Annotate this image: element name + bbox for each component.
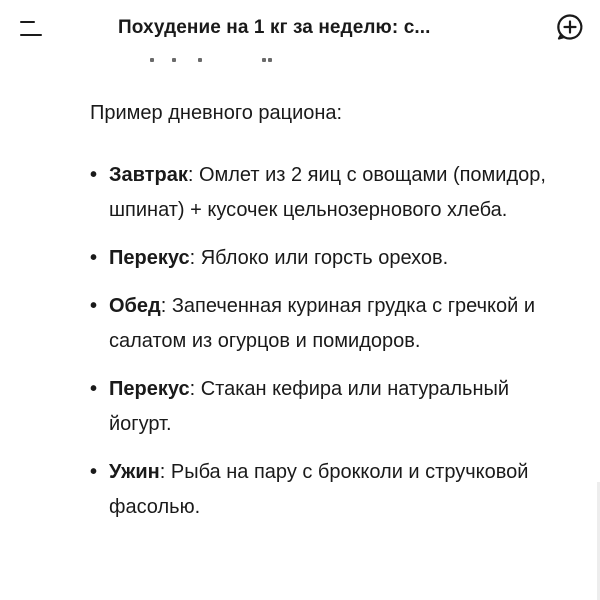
list-item (90, 372, 560, 442)
message-content (90, 96, 560, 538)
section-intro: Пример дневного рациона: (90, 102, 343, 124)
meal-name: Обед (109, 295, 161, 317)
top-bar (0, 0, 600, 56)
chat-title[interactable]: Похудение на 1 кг за неделю: с... (118, 17, 431, 38)
bullet: • (90, 378, 98, 400)
plus-circle-icon[interactable] (555, 12, 585, 42)
meal-name: Ужин (109, 461, 160, 483)
list-item (90, 158, 560, 228)
list-item (90, 241, 560, 276)
bullet: • (90, 461, 98, 483)
bullet: • (90, 247, 98, 269)
menu-icon[interactable] (20, 18, 44, 40)
clipped-text-remnant (150, 58, 290, 62)
bullet: • (90, 164, 98, 186)
meal-name: Перекус (109, 247, 190, 269)
meal-description: : Рыба на пару с брокколи и стручковой фасолью. (109, 461, 529, 518)
meal-name: Завтрак (109, 164, 188, 186)
meal-description: : Запеченная куриная грудка с гречкой и салатом из огурцов и помидоров. (109, 295, 536, 352)
meal-description: : Омлет из 2 яиц с овощами (помидор, шпинат) + кусочек цельнозернового хлеба. (109, 164, 546, 221)
meal-description: : Стакан кефира или натуральный йогурт. (109, 378, 510, 435)
meal-name: Перекус (109, 378, 190, 400)
bullet: • (90, 295, 98, 317)
list-item (90, 455, 560, 525)
list-item (90, 289, 560, 359)
meal-description: : Яблоко или горсть орехов. (189, 247, 449, 269)
